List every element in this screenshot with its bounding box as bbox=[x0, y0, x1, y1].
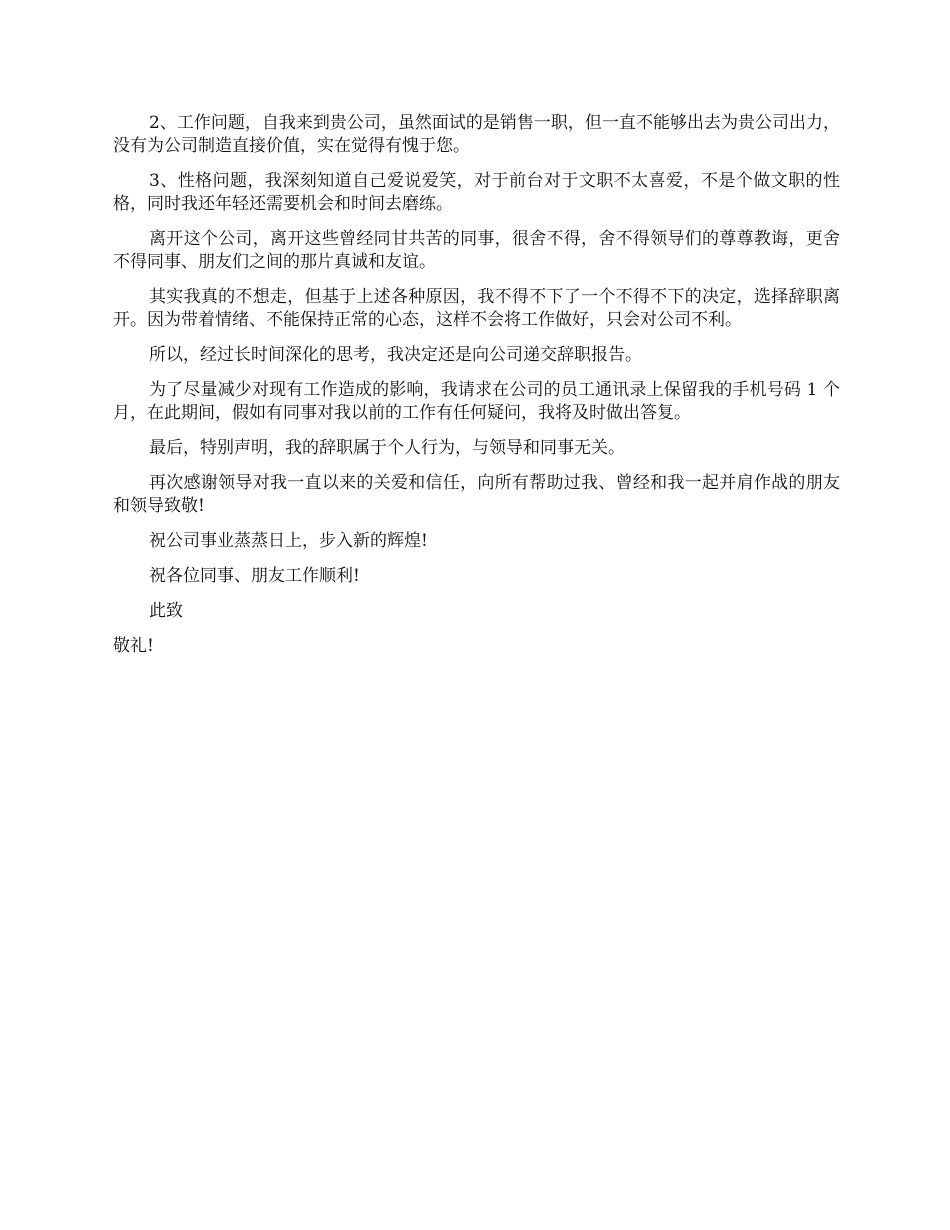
paragraph-personality-issue: 3、性格问题，我深刻知道自己爱说爱笑，对于前台对于文职不太喜爱，不是个做文职的性格，同时我还年轻还需要机会和时间去磨练。 bbox=[113, 171, 840, 214]
paragraph-statement: 最后，特别声明，我的辞职属于个人行为，与领导和同事无关。 bbox=[149, 438, 625, 458]
paragraph-thanks: 再次感谢领导对我一直以来的关爱和信任，向所有帮助过我、曾经和我一起并肩作战的朋友和领导致敬! bbox=[113, 473, 840, 516]
paragraph-resignation-report: 所以，经过长时间深化的思考，我决定还是向公司递交辞职报告。 bbox=[149, 345, 642, 365]
paragraph-wish-company: 祝公司事业蒸蒸日上，步入新的辉煌! bbox=[149, 531, 428, 551]
paragraph-wish-colleagues: 祝各位同事、朋友工作顺利! bbox=[149, 566, 360, 586]
document-body bbox=[113, 112, 840, 670]
paragraph-decision: 其实我真的不想走，但基于上述各种原因，我不得不下了一个不得不下的决定，选择辞职离开。因为带着情绪、不能保持正常的心态，这样不会将工作做好，只会对公司不利。 bbox=[113, 287, 840, 330]
paragraph-salutation: 此致 bbox=[149, 601, 183, 621]
paragraph-contact-request: 为了尽量减少对现有工作造成的影响，我请求在公司的员工通讯录上保留我的手机号码 1 个月，在此期间，假如有同事对我以前的工作有任何疑问，我将及时做出答复。 bbox=[113, 380, 840, 423]
closing-regards: 敬礼! bbox=[113, 636, 154, 656]
paragraph-leaving-colleagues: 离开这个公司，离开这些曾经同甘共苦的同事，很舍不得，舍不得领导们的尊尊教诲，更舍不得同事、朋友们之间的那片真诚和友谊。 bbox=[113, 229, 840, 272]
paragraph-work-issue: 2、工作问题，自我来到贵公司，虽然面试的是销售一职，但一直不能够出去为贵公司出力，没有为公司制造直接价值，实在觉得有愧于您。 bbox=[113, 113, 840, 156]
